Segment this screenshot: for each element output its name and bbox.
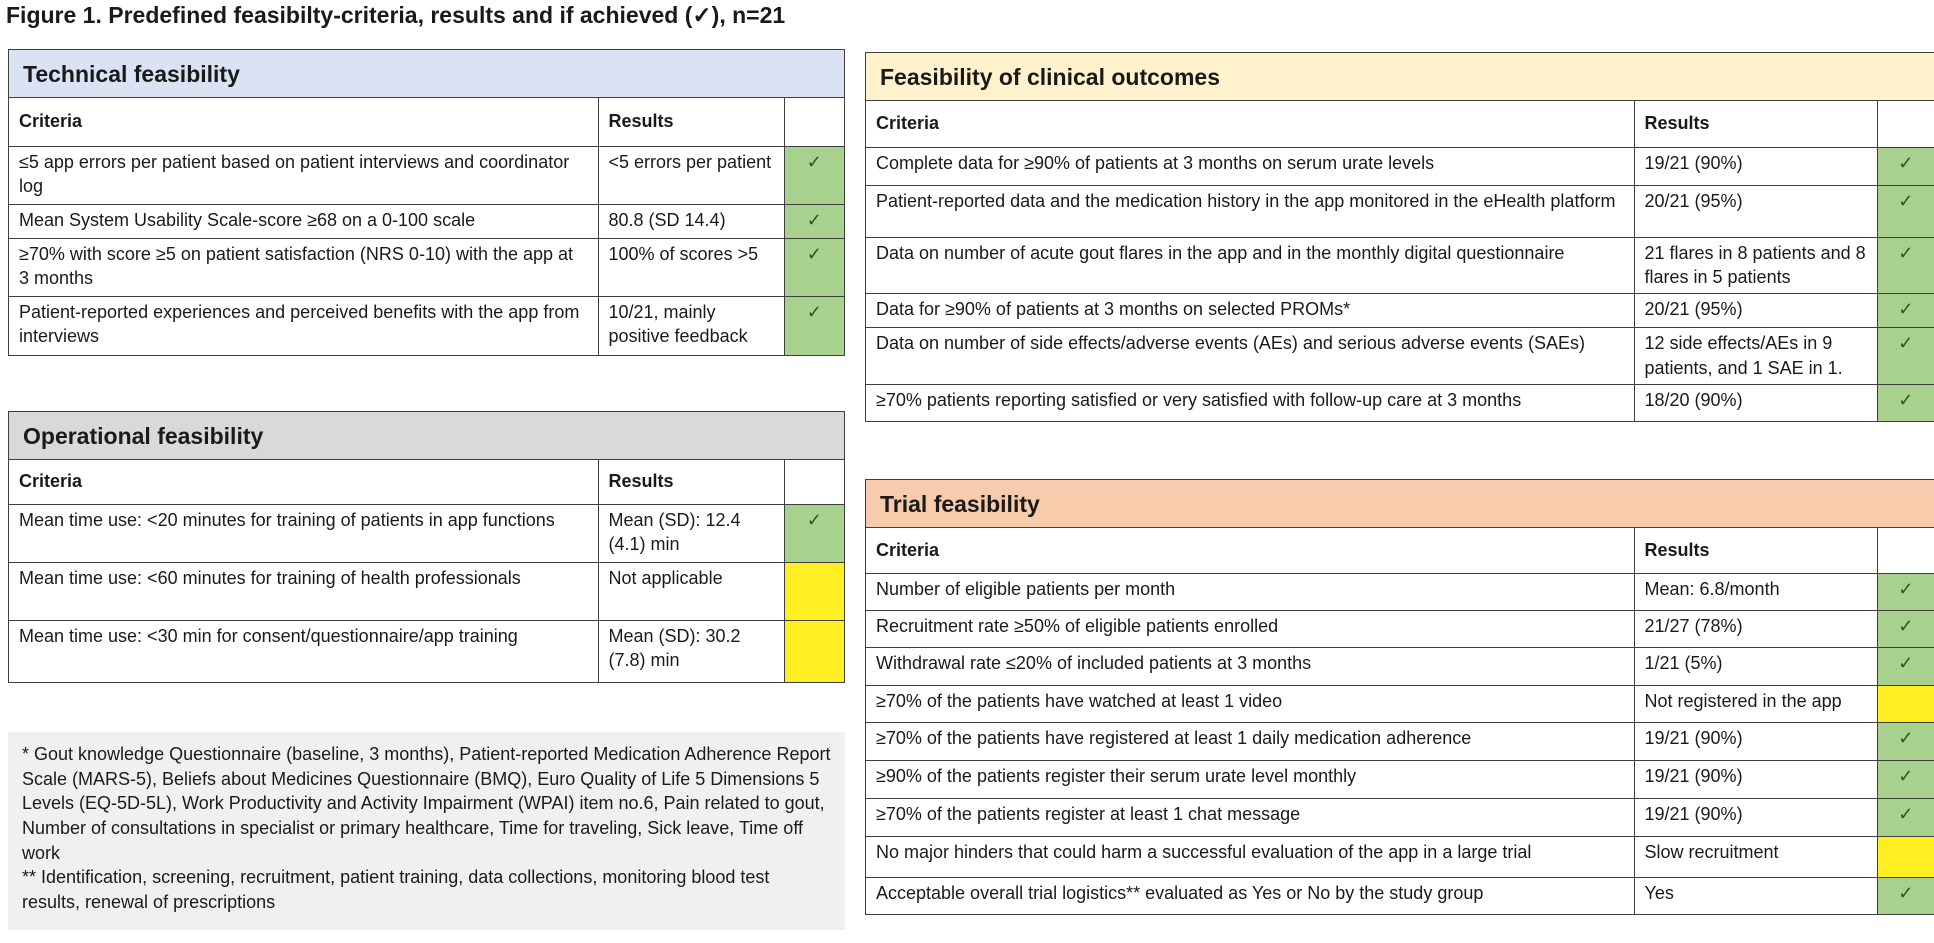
result-cell: <5 errors per patient (598, 146, 784, 204)
not-achieved-indicator (1877, 836, 1934, 877)
table-row (9, 238, 844, 296)
achieved-checkmark-icon: ✓ (784, 238, 844, 296)
result-cell: 21/27 (78%) (1634, 610, 1877, 647)
criteria-cell: Mean time use: <30 min for consent/questionnaire/app training (9, 620, 598, 682)
table-row (9, 146, 844, 204)
result-cell: 19/21 (90%) (1634, 760, 1877, 798)
header-row (9, 460, 844, 504)
criteria-cell: No major hinders that could harm a successful evaluation of the app in a large trial (866, 836, 1634, 877)
table-row (866, 760, 1934, 798)
criteria-cell: ≥70% of the patients have registered at least 1 daily medication adherence (866, 722, 1634, 760)
not-achieved-indicator (784, 620, 844, 682)
achieved-checkmark-icon: ✓ (784, 504, 844, 562)
table-row (866, 836, 1934, 877)
result-cell: 20/21 (95%) (1634, 294, 1877, 328)
panel-title-trial: Trial feasibility (866, 480, 1934, 528)
result-cell: Slow recruitment (1634, 836, 1877, 877)
table-row (866, 610, 1934, 647)
table-row (866, 877, 1934, 914)
table-row (9, 504, 844, 562)
panel-title-technical: Technical feasibility (9, 50, 844, 98)
footnotes-box (8, 732, 845, 930)
achieved-checkmark-icon: ✓ (1877, 294, 1934, 328)
achieved-checkmark-icon: ✓ (1877, 798, 1934, 836)
header-row (866, 528, 1934, 573)
achieved-checkmark-icon: ✓ (1877, 573, 1934, 610)
table-row (866, 185, 1934, 237)
achieved-checkmark-icon: ✓ (1877, 610, 1934, 647)
table-row (866, 384, 1934, 421)
result-cell: Mean (SD): 30.2 (7.8) min (598, 620, 784, 682)
criteria-cell: Mean time use: <60 minutes for training of health professionals (9, 562, 598, 620)
criteria-cell: Patient-reported data and the medication history in the app monitored in the eHealth platform (866, 185, 1634, 237)
not-achieved-indicator (1877, 685, 1934, 722)
result-cell: Mean (SD): 12.4 (4.1) min (598, 504, 784, 562)
criteria-cell: ≥90% of the patients register their serum urate level monthly (866, 760, 1634, 798)
result-cell: 19/21 (90%) (1634, 798, 1877, 836)
panel-title-clinical: Feasibility of clinical outcomes (866, 53, 1934, 101)
footnote-single-star: * Gout knowledge Questionnaire (baseline, 3 months), Patient-reported Medication Adherence Report Scale (MARS-5), Beliefs about Medicines Questionnaire (BMQ), Euro Quality of Life 5 Dimensions 5 Levels (EQ-5D-5L), Work Productivity and Activity Impairment (WPAI) item no.6, Pain related to gout, Number of consultations in specialist or primary healthcare, Time for traveling, Sick leave, Time off work (22, 744, 831, 863)
technical-feasibility-panel (8, 49, 845, 356)
result-cell: 12 side effects/AEs in 9 patients, and 1 SAE in 1. (1634, 328, 1877, 385)
criteria-cell: Number of eligible patients per month (866, 573, 1634, 610)
status-header (1877, 528, 1934, 573)
criteria-cell: Mean System Usability Scale-score ≥68 on a 0-100 scale (9, 204, 598, 238)
criteria-cell: Complete data for ≥90% of patients at 3 months on serum urate levels (866, 147, 1634, 185)
criteria-cell: Patient-reported experiences and perceived benefits with the app from interviews (9, 296, 598, 355)
result-cell: 1/21 (5%) (1634, 647, 1877, 685)
status-header (784, 98, 844, 146)
result-cell: Not registered in the app (1634, 685, 1877, 722)
figure-title: Figure 1. Predefined feasibilty-criteria, results and if achieved (✓), n=21 (6, 2, 786, 28)
table-row (9, 620, 844, 682)
result-cell: 18/20 (90%) (1634, 384, 1877, 421)
results-header: Results (1634, 101, 1877, 147)
table-row (866, 237, 1934, 294)
not-achieved-indicator (784, 562, 844, 620)
header-row (866, 101, 1934, 147)
operational-feasibility-panel (8, 411, 845, 683)
table-row (866, 294, 1934, 328)
result-cell: 20/21 (95%) (1634, 185, 1877, 237)
criteria-header: Criteria (9, 460, 598, 504)
achieved-checkmark-icon: ✓ (784, 146, 844, 204)
result-cell: Mean: 6.8/month (1634, 573, 1877, 610)
table-row (866, 722, 1934, 760)
results-header: Results (1634, 528, 1877, 573)
operational-feasibility-table (9, 460, 844, 682)
criteria-cell: ≥70% of the patients have watched at least 1 video (866, 685, 1634, 722)
achieved-checkmark-icon: ✓ (784, 296, 844, 355)
status-header (1877, 101, 1934, 147)
result-cell: 10/21, mainly positive feedback (598, 296, 784, 355)
achieved-checkmark-icon: ✓ (1877, 647, 1934, 685)
table-row (9, 562, 844, 620)
criteria-cell: Mean time use: <20 minutes for training of patients in app functions (9, 504, 598, 562)
results-header: Results (598, 460, 784, 504)
achieved-checkmark-icon: ✓ (1877, 722, 1934, 760)
table-row (866, 798, 1934, 836)
criteria-cell: Data on number of side effects/adverse events (AEs) and serious adverse events (SAEs) (866, 328, 1634, 385)
criteria-cell: Recruitment rate ≥50% of eligible patients enrolled (866, 610, 1634, 647)
footnote-double-star: ** Identification, screening, recruitment, patient training, data collections, monitoring blood test results, renewal of prescriptions (22, 867, 770, 912)
results-header: Results (598, 98, 784, 146)
table-row (9, 204, 844, 238)
criteria-cell: Acceptable overall trial logistics** evaluated as Yes or No by the study group (866, 877, 1634, 914)
criteria-cell: Data on number of acute gout flares in the app and in the monthly digital questionnaire (866, 237, 1634, 294)
result-cell: 19/21 (90%) (1634, 147, 1877, 185)
criteria-cell: Withdrawal rate ≤20% of included patients at 3 months (866, 647, 1634, 685)
criteria-cell: ≤5 app errors per patient based on patient interviews and coordinator log (9, 146, 598, 204)
result-cell: 100% of scores >5 (598, 238, 784, 296)
table-row (9, 296, 844, 355)
criteria-cell: ≥70% of the patients register at least 1 chat message (866, 798, 1634, 836)
criteria-cell: Data for ≥90% of patients at 3 months on selected PROMs* (866, 294, 1634, 328)
achieved-checkmark-icon: ✓ (1877, 760, 1934, 798)
achieved-checkmark-icon: ✓ (1877, 328, 1934, 385)
table-row (866, 147, 1934, 185)
table-row (866, 647, 1934, 685)
achieved-checkmark-icon: ✓ (1877, 147, 1934, 185)
criteria-header: Criteria (9, 98, 598, 146)
clinical-outcomes-panel (865, 52, 1934, 422)
clinical-outcomes-table (866, 101, 1934, 421)
header-row (9, 98, 844, 146)
result-cell: Yes (1634, 877, 1877, 914)
result-cell: 80.8 (SD 14.4) (598, 204, 784, 238)
table-row (866, 328, 1934, 385)
achieved-checkmark-icon: ✓ (1877, 185, 1934, 237)
table-row (866, 573, 1934, 610)
result-cell: 19/21 (90%) (1634, 722, 1877, 760)
technical-feasibility-table (9, 98, 844, 355)
status-header (784, 460, 844, 504)
achieved-checkmark-icon: ✓ (1877, 877, 1934, 914)
table-row (866, 685, 1934, 722)
result-cell: Not applicable (598, 562, 784, 620)
criteria-header: Criteria (866, 528, 1634, 573)
criteria-cell: ≥70% with score ≥5 on patient satisfaction (NRS 0-10) with the app at 3 months (9, 238, 598, 296)
result-cell: 21 flares in 8 patients and 8 flares in 5 patients (1634, 237, 1877, 294)
trial-feasibility-table (866, 528, 1934, 914)
achieved-checkmark-icon: ✓ (1877, 237, 1934, 294)
trial-feasibility-panel (865, 479, 1934, 915)
achieved-checkmark-icon: ✓ (1877, 384, 1934, 421)
achieved-checkmark-icon: ✓ (784, 204, 844, 238)
criteria-header: Criteria (866, 101, 1634, 147)
panel-title-operational: Operational feasibility (9, 412, 844, 460)
criteria-cell: ≥70% patients reporting satisfied or very satisfied with follow-up care at 3 months (866, 384, 1634, 421)
